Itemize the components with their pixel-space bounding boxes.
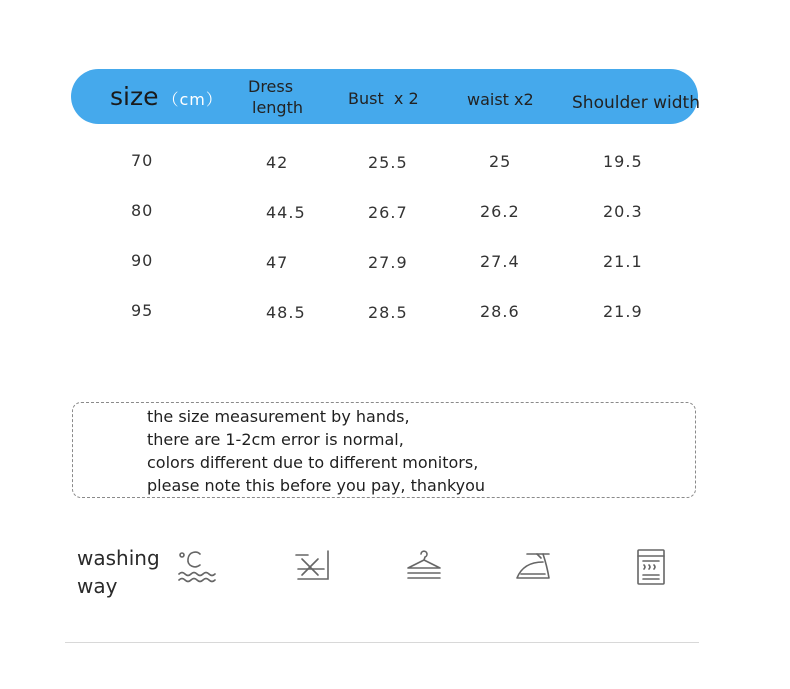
cell-waist: 27.4 [480, 252, 520, 271]
cell-size: 95 [131, 301, 154, 320]
no-bleach-icon [294, 547, 334, 587]
header-shoulder-width: Shoulder width [572, 93, 700, 113]
note-line: there are 1-2cm error is normal, [147, 430, 404, 449]
cell-size: 80 [131, 201, 154, 220]
washing-way-label [77, 544, 167, 600]
header-dress-length [248, 76, 310, 118]
note-line: colors different due to different monitors, [147, 453, 479, 472]
cell-dress-length: 47 [266, 253, 289, 272]
cell-bust: 26.7 [368, 203, 408, 222]
cell-shoulder: 20.3 [603, 202, 643, 221]
cell-size: 70 [131, 151, 154, 170]
washing-label-line1: washing [77, 546, 160, 570]
iron-icon [515, 548, 555, 588]
note-line: the size measurement by hands, [147, 407, 410, 426]
cold-wash-icon [176, 547, 216, 587]
header-bust: Bust x 2 [348, 89, 419, 108]
note-line: please note this before you pay, thankyou [147, 476, 486, 495]
cell-waist: 25 [489, 152, 512, 171]
header-size-unit: （cm） [162, 90, 223, 109]
cell-bust: 25.5 [368, 153, 408, 172]
hang-dry-icon [404, 548, 444, 588]
washing-label-line2: way [77, 574, 118, 598]
cell-waist: 26.2 [480, 202, 520, 221]
dry-clean-icon [634, 547, 674, 587]
header-size-label: size [110, 82, 159, 111]
cell-dress-length: 42 [266, 153, 289, 172]
cell-shoulder: 21.1 [603, 252, 643, 271]
cell-shoulder: 19.5 [603, 152, 643, 171]
cell-shoulder: 21.9 [603, 302, 643, 321]
header-waist: waist x2 [467, 90, 534, 109]
cell-waist: 28.6 [480, 302, 520, 321]
cell-dress-length: 48.5 [266, 303, 306, 322]
cell-bust: 27.9 [368, 253, 408, 272]
cell-dress-length: 44.5 [266, 203, 306, 222]
cell-size: 90 [131, 251, 154, 270]
header-size [110, 83, 223, 114]
cell-bust: 28.5 [368, 303, 408, 322]
header-dress-line1: Dress [248, 77, 294, 96]
bottom-divider [65, 642, 699, 643]
header-dress-line2: length [252, 98, 303, 117]
